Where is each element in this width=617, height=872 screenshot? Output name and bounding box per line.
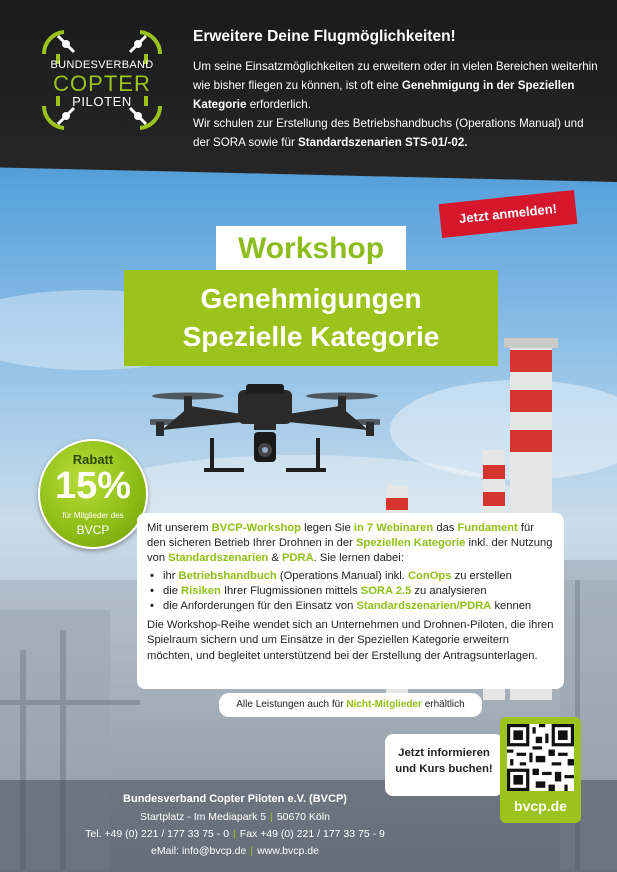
content-target-audience: Die Workshop-Reihe wendet sich an Unternehmen und Drohnen-Piloten, die ihren Spielraum sichern und um Einsätze in der Speziellen Kategorie erweitern möchten, und begleitet unterstützend bei der Erstellung der Antragsunterlagen. <box>147 619 554 662</box>
qr-section <box>373 717 581 823</box>
qr-url[interactable]: bvcp.de <box>514 798 567 814</box>
email-link[interactable]: eMail: info@bvcp.de <box>151 845 247 857</box>
qr-code-icon[interactable] <box>507 724 574 791</box>
drone-icon <box>150 378 380 488</box>
highlight: Betriebshandbuch <box>178 569 277 582</box>
intro-bold-1: Genehmigung in der Speziellen Kategorie <box>193 79 575 111</box>
footer-address: Startplatz - Im Mediapark 5 | 50670 Köln <box>140 811 330 823</box>
text: und Kurs buchen! <box>395 763 493 775</box>
highlight: Standardszenarien/PDRA <box>356 600 492 613</box>
highlight: Fundament <box>457 522 518 534</box>
text: das <box>436 522 455 534</box>
text: Alle Leistungen auch für <box>236 699 344 710</box>
text: & <box>271 552 279 565</box>
text: für den sicheren Betrieb Ihrer Drohnen in der <box>147 522 534 550</box>
logo-line-1: BUNDESVERBAND <box>50 59 154 71</box>
header-intro <box>193 57 603 152</box>
text: Ihrer Flugmissionen mittels <box>223 584 358 597</box>
text: zu erstellen <box>454 569 512 582</box>
workshop-title <box>124 270 498 366</box>
header-paragraph-2 <box>193 114 603 152</box>
intro-text-1: Um seine Einsatzmöglichkeiten zu erweitern oder in vielen Bereichen weiterhin wie bisher fliegen zu können, ist oft eine <box>193 60 598 92</box>
text: legen Sie <box>304 522 351 534</box>
non-member-note <box>219 693 482 717</box>
header-paragraph-1 <box>193 57 603 114</box>
text: zu analysieren <box>414 584 487 597</box>
text: inkl. der Nutzung von <box>147 537 553 565</box>
bvcp-logo <box>36 24 168 136</box>
text: Tel. +49 (0) 221 / 177 33 75 - 0 <box>85 828 230 840</box>
logo-line-3: PILOTEN <box>72 94 132 109</box>
highlight: Risiken <box>181 584 221 597</box>
highlight: PDRA <box>281 552 314 565</box>
text: (Operations Manual) inkl. <box>279 569 405 582</box>
text: kennen <box>494 600 532 613</box>
learning-list <box>147 569 554 615</box>
footer-contact: eMail: info@bvcp.de | www.bvcp.de <box>151 845 319 857</box>
text: erhältlich <box>424 699 465 710</box>
text: Mit unserem <box>147 522 209 534</box>
text: die <box>163 584 178 597</box>
logo-line-2: COPTER <box>53 71 151 96</box>
discount-sub: für Mitglieder des <box>62 511 124 520</box>
discount-badge <box>38 439 148 549</box>
text: 50670 Köln <box>276 811 330 823</box>
highlight: ConOps <box>407 569 452 582</box>
qr-callout <box>385 734 503 796</box>
text: ihr <box>163 569 176 582</box>
content-box <box>137 513 564 689</box>
qr-box[interactable] <box>500 717 581 823</box>
list-item <box>147 569 554 584</box>
highlight: BVCP-Workshop <box>211 522 301 534</box>
footer-phone: Tel. +49 (0) 221 / 177 33 75 - 0 | Fax +49 (0) 221 / 177 33 75 - 9 <box>85 828 385 840</box>
highlight: SORA 2.5 <box>360 584 412 597</box>
text: . Sie lernen dabei: <box>313 552 404 565</box>
header-title: Erweitere Deine Flugmöglichkeiten! <box>193 28 456 45</box>
workshop-title-line-2: Spezielle Kategorie <box>182 321 440 352</box>
register-now-button[interactable]: Jetzt anmelden! <box>439 190 578 238</box>
highlight: in 7 Webinaren <box>353 522 434 534</box>
intro-text-1-end: erforderlich. <box>249 98 311 111</box>
discount-org: BVCP <box>76 523 110 537</box>
intro-bold-2: Standardszenarien STS-01/-02. <box>298 136 468 149</box>
content-intro <box>147 521 554 567</box>
text: Jetzt informieren <box>398 747 490 759</box>
discount-label: Rabatt <box>72 452 114 467</box>
text: Startplatz - Im Mediapark 5 <box>140 811 267 823</box>
highlight: Speziellen Kategorie <box>355 537 466 550</box>
text: die Anforderungen für den Einsatz von <box>163 600 354 613</box>
text: Fax +49 (0) 221 / 177 33 75 - 9 <box>239 828 385 840</box>
intro-text-2: Wir schulen zur Erstellung des Betriebshandbuchs (Operations Manual) und der SORA sowie für <box>193 117 584 149</box>
workshop-title-line-1: Genehmigungen <box>200 283 422 314</box>
website-link[interactable]: www.bvcp.de <box>257 845 319 857</box>
list-item <box>147 584 554 599</box>
highlight: Standardszenarien <box>168 552 269 565</box>
workshop-label: Workshop <box>216 226 406 272</box>
footer-org: Bundesverband Copter Piloten e.V. (BVCP) <box>123 793 347 805</box>
discount-value: 15% <box>54 465 132 507</box>
highlight: Nicht-Mitglieder <box>346 699 422 710</box>
list-item <box>147 599 554 614</box>
